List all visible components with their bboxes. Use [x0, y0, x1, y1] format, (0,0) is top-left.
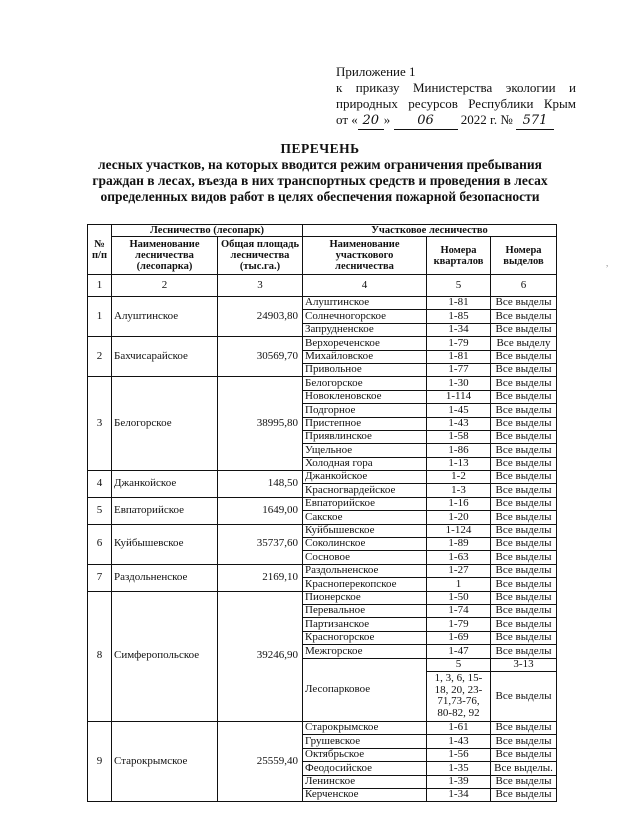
quarter-numbers: 1-86 — [427, 444, 491, 457]
quarter-numbers: 1-58 — [427, 430, 491, 443]
plot-numbers: Все выделы — [491, 497, 557, 510]
date-prefix: от « — [336, 112, 358, 127]
table-row — [88, 497, 557, 510]
date-sep: » — [383, 112, 391, 127]
plot-numbers: Все выделы — [491, 618, 557, 631]
title-line-1: лесных участков, на которых вводится режим ограничения пребывания — [98, 157, 542, 172]
forest-plots-table — [87, 224, 557, 802]
quarter-numbers: 1-50 — [427, 591, 491, 604]
col-number: 6 — [491, 275, 557, 297]
quarter-numbers: 1-39 — [427, 775, 491, 788]
header-no: № п/п — [88, 225, 112, 275]
plot-numbers: Все выделы — [491, 735, 557, 748]
annex-block — [336, 64, 576, 130]
handwritten-month: 06 — [394, 113, 458, 130]
plot-numbers: Все выделы — [491, 671, 557, 721]
table-row — [88, 721, 557, 734]
quarter-numbers: 1-69 — [427, 631, 491, 644]
quarter-numbers: 1-124 — [427, 524, 491, 537]
quarter-numbers: 1-2 — [427, 471, 491, 484]
quarter-numbers: 1-45 — [427, 404, 491, 417]
col-number: 2 — [112, 275, 218, 297]
plot-numbers: Все выделы — [491, 775, 557, 788]
forestry-name: Раздольненское — [112, 564, 218, 591]
header-forestry-group: Лесничество (лесопарк) — [112, 225, 303, 237]
plot-numbers: 3-13 — [491, 658, 557, 671]
plot-numbers: Все выделы — [491, 631, 557, 644]
plot-numbers: Все выделы — [491, 390, 557, 403]
plot-numbers: Все выделу — [491, 337, 557, 350]
district-name: Алуштинское — [303, 297, 427, 310]
row-number: 3 — [88, 377, 112, 471]
district-name: Запрудненское — [303, 323, 427, 336]
plot-numbers: Все выделы — [491, 471, 557, 484]
district-name: Октябрьское — [303, 748, 427, 761]
header-total-area: Общая площадь лесничества (тыс.га.) — [218, 237, 303, 275]
forestry-name: Старокрымское — [112, 721, 218, 801]
forestry-name: Куйбышевское — [112, 524, 218, 564]
forestry-name: Белогорское — [112, 377, 218, 471]
forestry-name: Евпаторийское — [112, 497, 218, 524]
header-district-name: Наименование участкового лесничества — [303, 237, 427, 275]
row-number: 6 — [88, 524, 112, 564]
col-number: 5 — [427, 275, 491, 297]
forestry-area: 30569,70 — [218, 337, 303, 377]
header-plots: Номера выделов — [491, 237, 557, 275]
plot-numbers: Все выделы — [491, 430, 557, 443]
col-number: 3 — [218, 275, 303, 297]
plot-numbers: Все выделы — [491, 551, 557, 564]
district-name: Соколинское — [303, 538, 427, 551]
quarter-numbers: 1-43 — [427, 417, 491, 430]
quarter-numbers: 1-27 — [427, 564, 491, 577]
district-name: Пионерское — [303, 591, 427, 604]
district-name: Краснoперекопское — [303, 578, 427, 591]
plot-numbers: Все выделы — [491, 564, 557, 577]
row-number: 7 — [88, 564, 112, 591]
header-quarters: Номера кварталов — [427, 237, 491, 275]
plot-numbers: Все выделы — [491, 645, 557, 658]
title-heading: ПЕРЕЧЕНЬ — [280, 141, 360, 156]
plot-numbers: Все выделы — [491, 323, 557, 336]
quarter-numbers: 1-89 — [427, 538, 491, 551]
quarter-numbers: 1-30 — [427, 377, 491, 390]
district-name: Партизанское — [303, 618, 427, 631]
row-number: 5 — [88, 497, 112, 524]
scan-mark: , — [606, 258, 609, 268]
quarter-numbers: 1-56 — [427, 748, 491, 761]
forestry-name: Симферопольское — [112, 591, 218, 721]
row-number: 9 — [88, 721, 112, 801]
district-name: Керченское — [303, 788, 427, 801]
forestry-area: 38995,80 — [218, 377, 303, 471]
quarter-numbers: 1-35 — [427, 762, 491, 775]
district-name: Сакское — [303, 511, 427, 524]
row-number: 1 — [88, 297, 112, 337]
district-name: Ущельное — [303, 444, 427, 457]
district-name: Солнечногорское — [303, 310, 427, 323]
row-number: 4 — [88, 471, 112, 498]
forestry-area: 1649,00 — [218, 497, 303, 524]
plot-numbers: Все выделы — [491, 721, 557, 734]
plot-numbers: Все выделы — [491, 377, 557, 390]
quarter-numbers: 1-3 — [427, 484, 491, 497]
forestry-area: 24903,80 — [218, 297, 303, 337]
plot-numbers: Все выделы — [491, 297, 557, 310]
district-name: Куйбышевское — [303, 524, 427, 537]
quarter-numbers: 1-74 — [427, 604, 491, 617]
quarter-numbers: 1-85 — [427, 310, 491, 323]
forestry-area: 148,50 — [218, 471, 303, 498]
table-row — [88, 297, 557, 310]
quarter-numbers: 1-20 — [427, 511, 491, 524]
district-name: Белогорское — [303, 377, 427, 390]
col-number: 1 — [88, 275, 112, 297]
district-name: Межгорское — [303, 645, 427, 658]
col-number: 4 — [303, 275, 427, 297]
forestry-name: Джанкойское — [112, 471, 218, 498]
district-name: Верхореченское — [303, 337, 427, 350]
plot-numbers: Все выделы — [491, 748, 557, 761]
table-body — [88, 297, 557, 802]
annex-line-3: природных ресурсов Республики Крым — [336, 96, 576, 111]
forestry-area: 2169,10 — [218, 564, 303, 591]
table-row — [88, 337, 557, 350]
district-name: Перевальное — [303, 604, 427, 617]
quarter-numbers: 1-63 — [427, 551, 491, 564]
district-name: Приявлинское — [303, 430, 427, 443]
table-row — [88, 591, 557, 604]
plot-numbers: Все выделы — [491, 444, 557, 457]
plot-numbers: Все выделы — [491, 417, 557, 430]
district-name: Раздольненское — [303, 564, 427, 577]
plot-numbers: Все выделы — [491, 524, 557, 537]
plot-numbers: Все выделы — [491, 591, 557, 604]
quarter-numbers: 1-47 — [427, 645, 491, 658]
quarter-numbers: 1-114 — [427, 390, 491, 403]
title-line-2: граждан в лесах, въезда в них транспортных средств и проведения в лесах — [92, 173, 548, 188]
quarter-numbers: 1-77 — [427, 363, 491, 376]
plot-numbers: Все выделы — [491, 484, 557, 497]
plot-numbers: Все выделы — [491, 350, 557, 363]
quarter-numbers: 1 — [427, 578, 491, 591]
handwritten-day: 20 — [358, 113, 384, 130]
district-name: Сосновое — [303, 551, 427, 564]
quarter-numbers: 1-81 — [427, 350, 491, 363]
district-name: Красногорское — [303, 631, 427, 644]
table-row — [88, 471, 557, 484]
plot-numbers: Все выделы. — [491, 762, 557, 775]
quarter-numbers: 1-81 — [427, 297, 491, 310]
plot-numbers: Все выделы — [491, 310, 557, 323]
handwritten-number: 571 — [516, 113, 554, 130]
quarter-numbers: 5 — [427, 658, 491, 671]
plot-numbers: Все выделы — [491, 788, 557, 801]
district-name: Феодосийское — [303, 762, 427, 775]
quarter-numbers: 1-34 — [427, 788, 491, 801]
quarter-numbers: 1-43 — [427, 735, 491, 748]
forestry-area: 39246,90 — [218, 591, 303, 721]
document-title — [80, 141, 560, 205]
district-name: Пристепное — [303, 417, 427, 430]
forestry-area: 35737,60 — [218, 524, 303, 564]
table-row — [88, 377, 557, 390]
district-name: Холодная гора — [303, 457, 427, 470]
forestry-area: 25559,40 — [218, 721, 303, 801]
district-name: Подгорное — [303, 404, 427, 417]
quarter-numbers: 1-16 — [427, 497, 491, 510]
plot-numbers: Все выделы — [491, 604, 557, 617]
district-name: Новокленовское — [303, 390, 427, 403]
quarter-numbers: 1, 3, 6, 15-18, 20, 23-71,73-76, 80-82, 92 — [427, 671, 491, 721]
district-name: Евпаторийское — [303, 497, 427, 510]
title-line-3: определенных видов работ в целях обеспечения пожарной безопасности — [100, 189, 540, 204]
header-forestry-name: Наименование лесничества (лесопарка) — [112, 237, 218, 275]
plot-numbers: Все выделы — [491, 404, 557, 417]
district-name: Красногвардейское — [303, 484, 427, 497]
table-row — [88, 564, 557, 577]
district-name: Лесопарковое — [303, 658, 427, 721]
row-number: 2 — [88, 337, 112, 377]
annex-line-1: Приложение 1 — [336, 64, 416, 79]
district-name: Джанкойское — [303, 471, 427, 484]
header-district-group: Участковое лесничество — [303, 225, 557, 237]
district-name: Старокрымское — [303, 721, 427, 734]
row-number: 8 — [88, 591, 112, 721]
district-name: Грушевское — [303, 735, 427, 748]
annex-date-line — [336, 112, 576, 130]
plot-numbers: Все выделы — [491, 538, 557, 551]
forestry-name: Алуштинское — [112, 297, 218, 337]
table-row — [88, 524, 557, 537]
year-text: 2022 г. № — [460, 112, 513, 127]
quarter-numbers: 1-13 — [427, 457, 491, 470]
quarter-numbers: 1-34 — [427, 323, 491, 336]
plot-numbers: Все выделы — [491, 457, 557, 470]
forestry-name: Бахчисарайское — [112, 337, 218, 377]
district-name: Привольное — [303, 363, 427, 376]
quarter-numbers: 1-61 — [427, 721, 491, 734]
district-name: Михайловское — [303, 350, 427, 363]
quarter-numbers: 1-79 — [427, 618, 491, 631]
district-name: Ленинское — [303, 775, 427, 788]
annex-line-2: к приказу Министерства экологии и — [336, 80, 576, 95]
plot-numbers: Все выделы — [491, 578, 557, 591]
plot-numbers: Все выделы — [491, 363, 557, 376]
quarter-numbers: 1-79 — [427, 337, 491, 350]
plot-numbers: Все выделы — [491, 511, 557, 524]
